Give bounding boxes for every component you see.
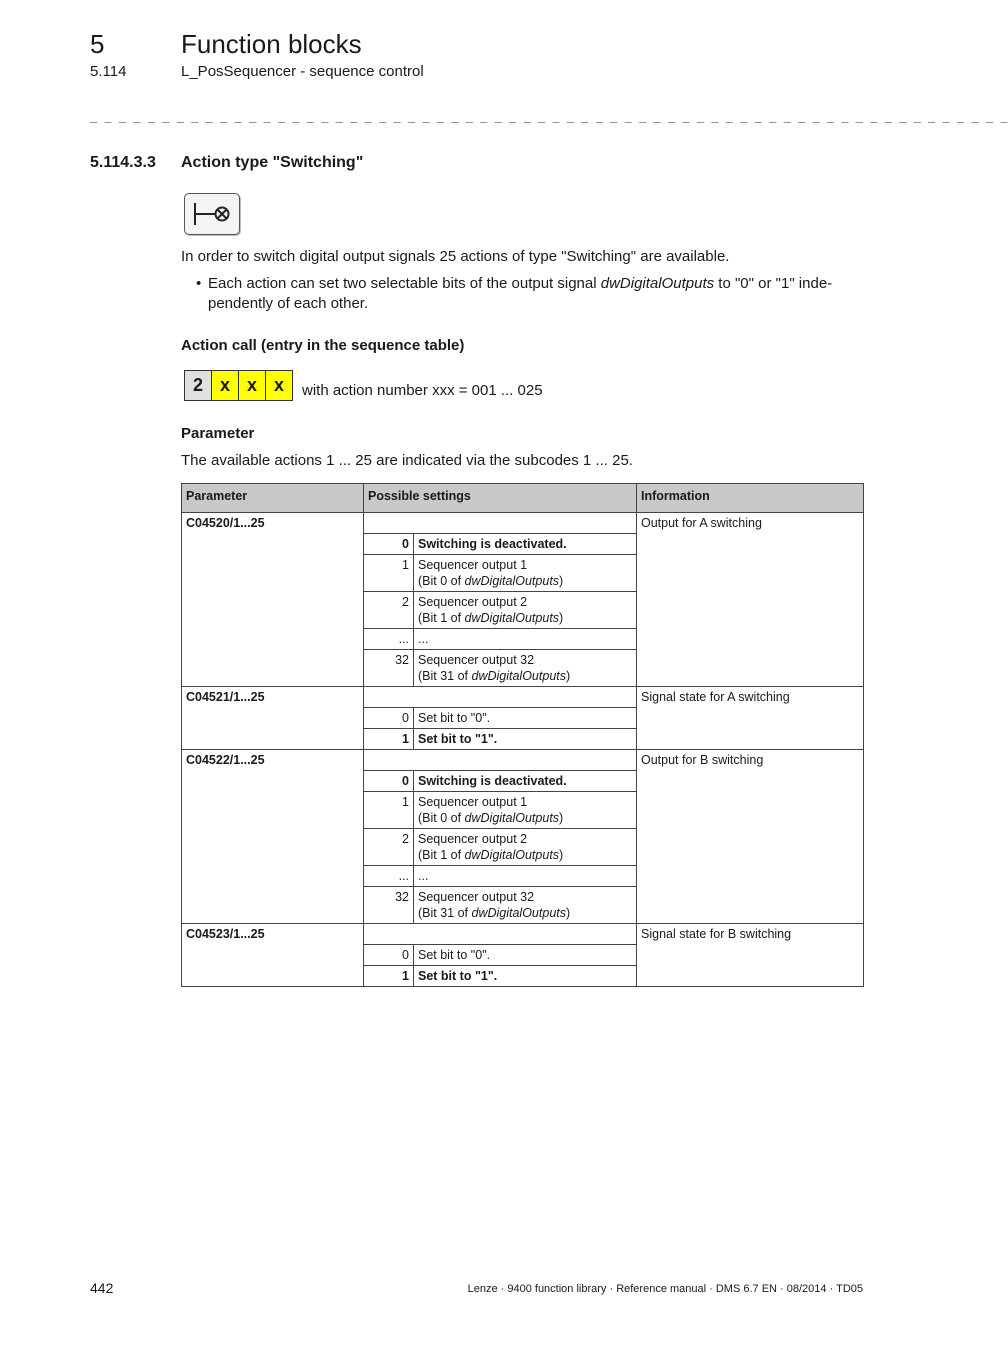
setting-value: ... [364, 866, 414, 887]
header-settings: Possible settings [364, 484, 637, 513]
settings-blank [364, 687, 637, 708]
signal-name: dwDigitalOutputs [600, 275, 715, 292]
setting-value: 0 [364, 534, 414, 555]
action-code-placeholder: x [239, 371, 266, 400]
action-call-heading: Action call (entry in the sequence table) [181, 337, 465, 354]
intro-text: In order to switch digital output signals 25 actions of type "Switching" are available. [181, 248, 730, 265]
bullet-text-start: Each action can set two selectable bits of the output signal [208, 275, 601, 292]
signal-name: dwDigitalOutputs [464, 574, 560, 588]
action-code-digit: 2 [185, 371, 212, 400]
setting-text: Set bit to "1". [414, 729, 637, 750]
signal-name: dwDigitalOutputs [464, 848, 560, 862]
bullet-text [208, 274, 868, 314]
setting-value: 0 [364, 945, 414, 966]
parameter-code: C04522/1...25 [182, 750, 364, 924]
section-title: Action type "Switching" [181, 154, 364, 171]
setting-bit: (Bit 0 of [418, 574, 465, 588]
setting-bit: (Bit 31 of [418, 669, 472, 683]
setting-text: ... [414, 866, 637, 887]
setting-text [414, 829, 637, 866]
parameter-code: C04523/1...25 [182, 924, 364, 987]
bullet-text-continuation: pendently of each other. [208, 295, 369, 312]
signal-name: dwDigitalOutputs [471, 906, 566, 920]
setting-bit-close: ) [559, 574, 564, 588]
parameter-info: Signal state for B switching [637, 924, 864, 987]
setting-value: 1 [364, 729, 414, 750]
switching-icon [184, 193, 240, 235]
setting-value: 0 [364, 771, 414, 792]
setting-text: Set bit to "1". [414, 966, 637, 987]
setting-value: 32 [364, 650, 414, 687]
settings-blank [364, 513, 637, 534]
setting-label: Sequencer output 32 [418, 653, 535, 667]
header-divider: _ _ _ _ _ _ _ _ _ _ _ _ _ _ _ _ _ _ _ _ _ _ _ _ _ _ _ _ _ _ _ _ _ _ _ _ _ _ _ _ _ _ _ _ _ _ _ _ _ _ _ _ _ _ _ _ _ _ _ _ _ _ _ _ [90, 109, 1008, 123]
setting-bit: (Bit 31 of [418, 906, 472, 920]
setting-text: Switching is deactivated. [414, 534, 637, 555]
setting-text: Set bit to "0". [414, 945, 637, 966]
header-parameter: Parameter [182, 484, 364, 513]
setting-text: Switching is deactivated. [414, 771, 637, 792]
setting-value: 1 [364, 555, 414, 592]
setting-text [414, 650, 637, 687]
subchapter-number: 5.114 [90, 63, 127, 80]
signal-name: dwDigitalOutputs [471, 669, 566, 683]
section-number: 5.114.3.3 [90, 154, 156, 171]
setting-label: Sequencer output 1 [418, 558, 528, 572]
setting-value: 1 [364, 792, 414, 829]
action-code-note: with action number xxx = 001 ... 025 [302, 382, 543, 399]
setting-label: Sequencer output 1 [418, 795, 528, 809]
setting-text [414, 887, 637, 924]
table-row [182, 750, 864, 771]
bullet-text-end: to "0" or "1" inde- [714, 275, 833, 292]
chapter-title: Function blocks [181, 29, 362, 59]
parameter-intro: The available actions 1 ... 25 are indicated via the subcodes 1 ... 25. [181, 452, 633, 469]
action-code-placeholder: x [266, 371, 292, 400]
footer-reference: Lenze · 9400 function library · Reference manual · DMS 6.7 EN · 08/2014 · TD05 [467, 1283, 863, 1295]
setting-bit-close: ) [559, 848, 564, 862]
parameter-info: Output for A switching [637, 513, 864, 687]
setting-bit-close: ) [559, 611, 564, 625]
table-row [182, 513, 864, 534]
subchapter-title: L_PosSequencer - sequence control [181, 63, 424, 80]
setting-value: ... [364, 629, 414, 650]
table-row [182, 687, 864, 708]
setting-value: 2 [364, 829, 414, 866]
setting-text [414, 555, 637, 592]
setting-text [414, 592, 637, 629]
setting-bit: (Bit 1 of [418, 611, 465, 625]
signal-name: dwDigitalOutputs [464, 611, 560, 625]
signal-name: dwDigitalOutputs [464, 811, 560, 825]
setting-text [414, 792, 637, 829]
action-code-placeholder: x [212, 371, 239, 400]
setting-value: 32 [364, 887, 414, 924]
setting-value: 2 [364, 592, 414, 629]
setting-bit-close: ) [566, 669, 571, 683]
parameter-table [181, 483, 864, 987]
parameter-code: C04520/1...25 [182, 513, 364, 687]
action-code-boxes [184, 370, 293, 401]
chapter-number: 5 [90, 29, 105, 59]
page-number: 442 [90, 1280, 114, 1296]
parameter-info: Output for B switching [637, 750, 864, 924]
settings-blank [364, 924, 637, 945]
setting-value: 1 [364, 966, 414, 987]
setting-label: Sequencer output 2 [418, 595, 528, 609]
parameter-heading: Parameter [181, 425, 255, 442]
setting-bit-close: ) [559, 811, 564, 825]
settings-blank [364, 750, 637, 771]
setting-bit-close: ) [566, 906, 571, 920]
setting-text: ... [414, 629, 637, 650]
parameter-info: Signal state for A switching [637, 687, 864, 750]
setting-value: 0 [364, 708, 414, 729]
table-row [182, 924, 864, 945]
setting-label: Sequencer output 2 [418, 832, 528, 846]
setting-text: Set bit to "0". [414, 708, 637, 729]
bullet-marker: • [196, 275, 202, 292]
table-header-row [182, 484, 864, 513]
setting-bit: (Bit 1 of [418, 848, 465, 862]
header-information: Information [637, 484, 864, 513]
setting-label: Sequencer output 32 [418, 890, 535, 904]
setting-bit: (Bit 0 of [418, 811, 465, 825]
parameter-code: C04521/1...25 [182, 687, 364, 750]
